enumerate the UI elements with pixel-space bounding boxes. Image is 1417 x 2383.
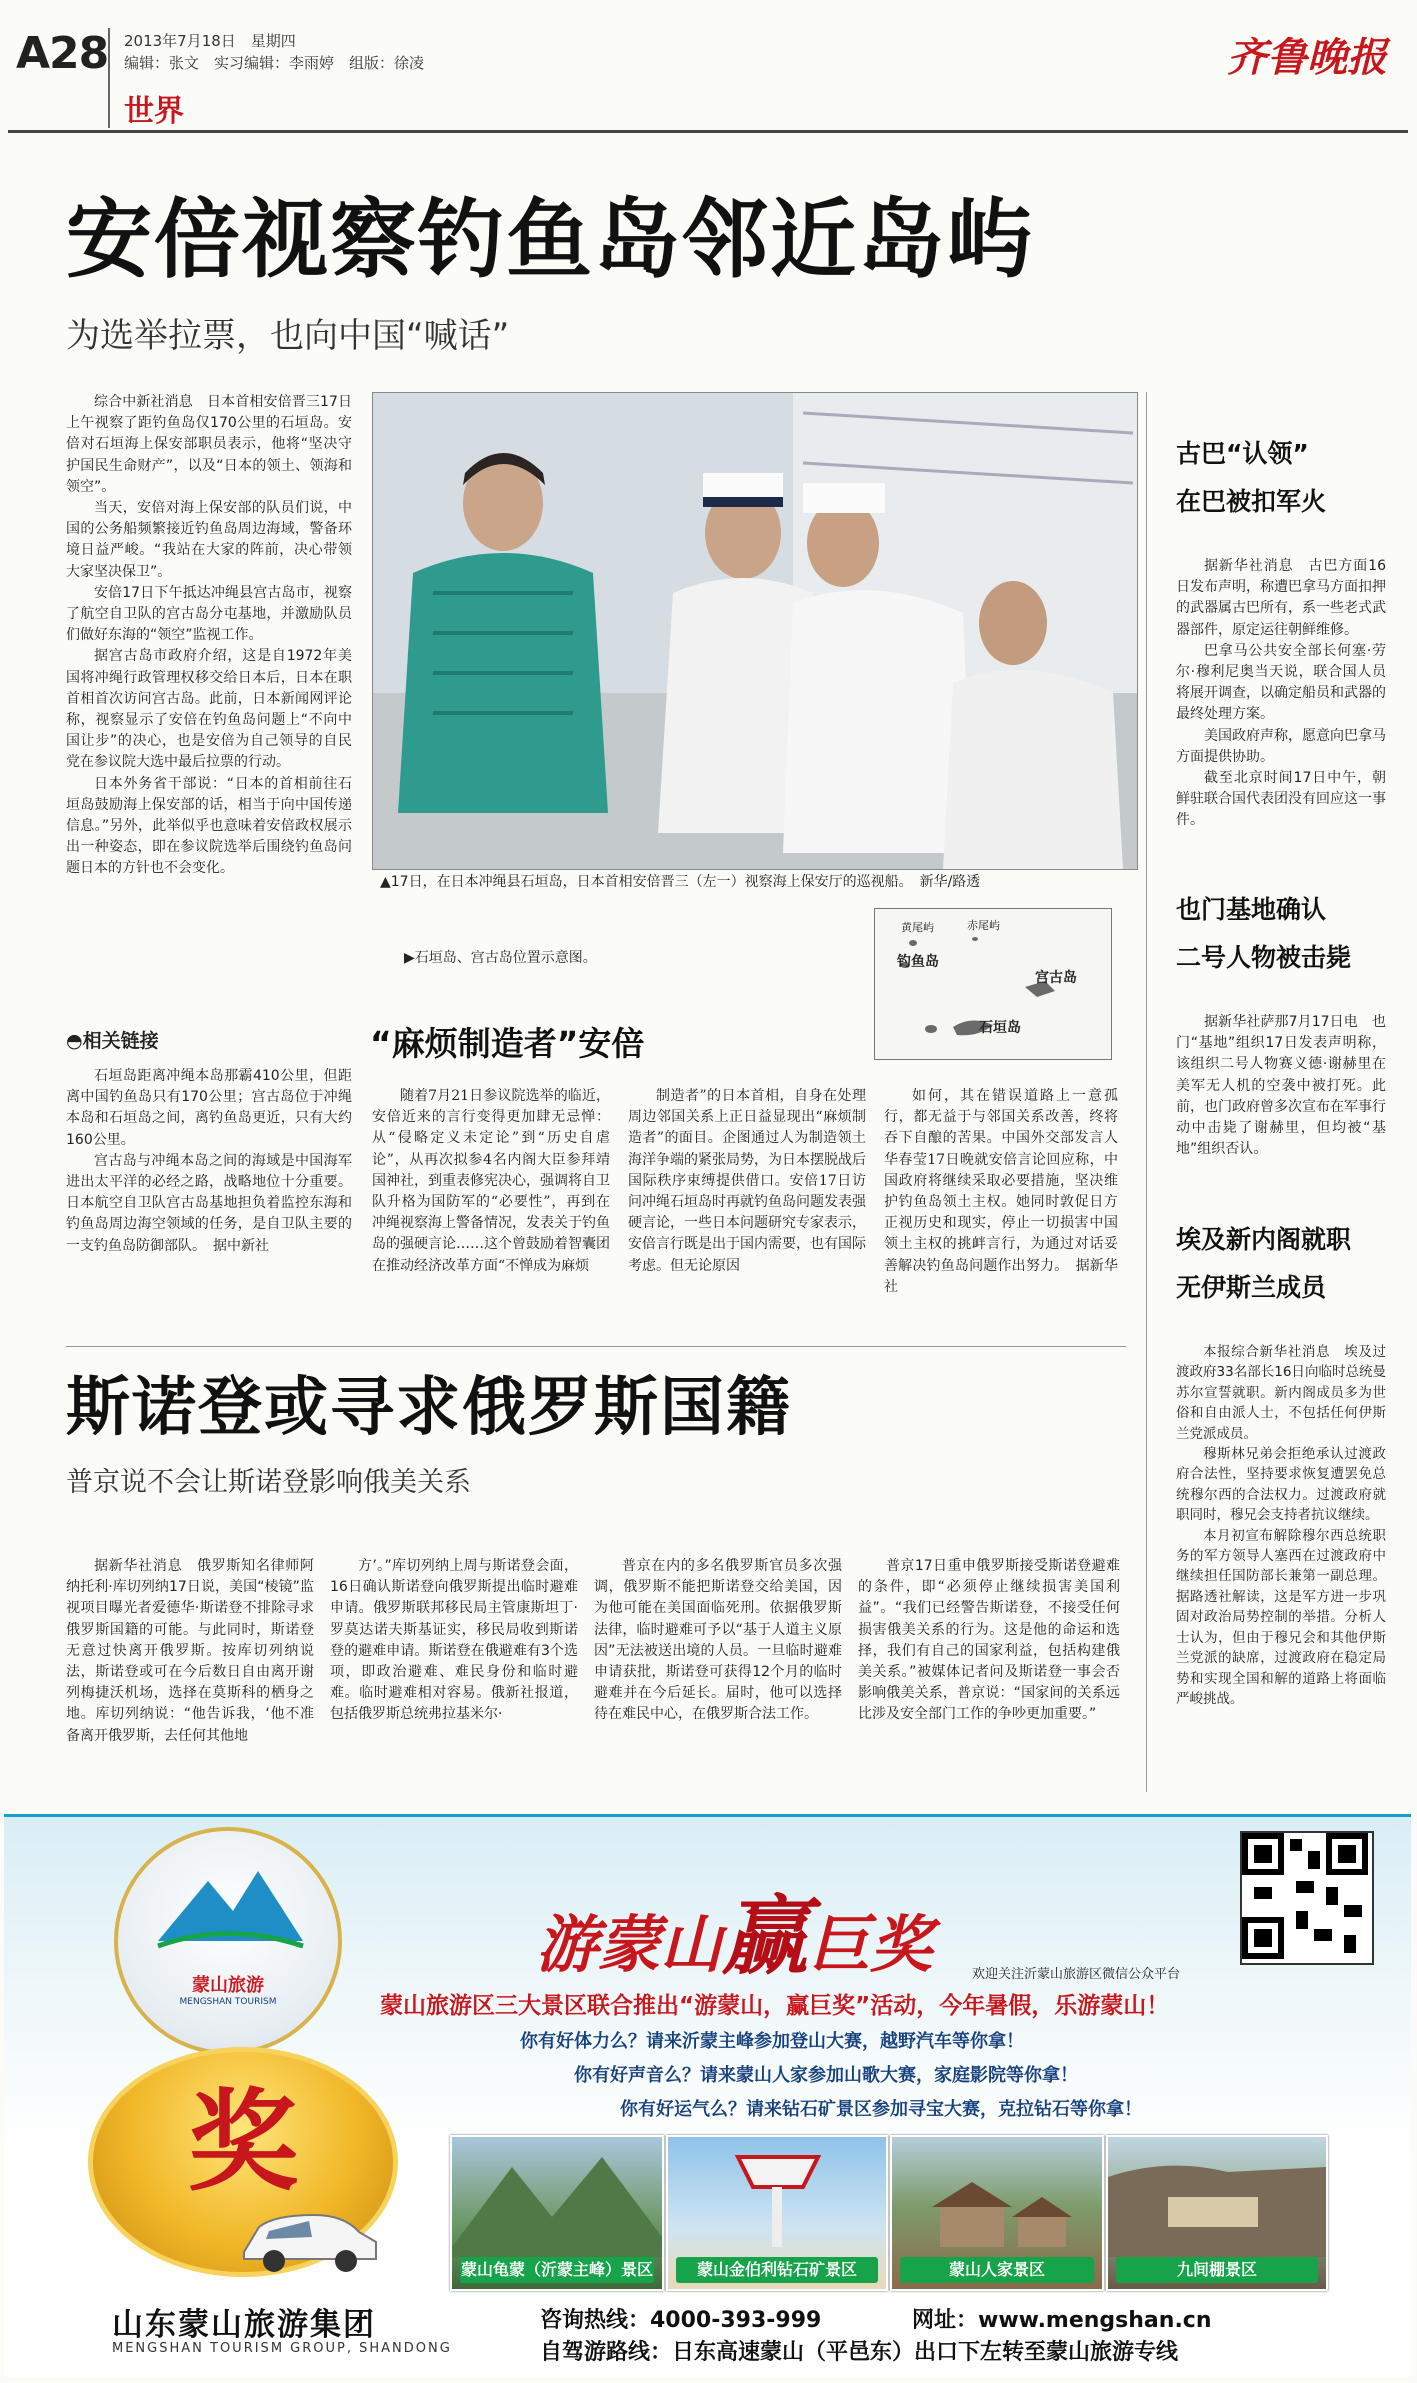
paragraph: 安倍17日下午抵达冲绳县宫古岛市，视察了航空自卫队的宫古岛分屯基地，并激励队员们做好东海的“领空”监视工作。 bbox=[66, 584, 352, 644]
ad-main-line: 蒙山旅游区三大景区联合推出“游蒙山，赢巨奖”活动，今年暑假，乐游蒙山！ bbox=[380, 1993, 1170, 2019]
map-label-huangwei: 黄尾屿 bbox=[901, 921, 934, 934]
paragraph: 宫古岛与冲绳本岛之间的海域是中国海军进出太平洋的必经之路，战略地位十分重要。日本航空自卫队宫古岛基地担负着监控东海和钓鱼岛周边海空领域的任务，是自卫队主要的一支钓鱼岛防御部队。 据中新社 bbox=[66, 1152, 352, 1254]
brand-small-name: 蒙山旅游 bbox=[192, 1975, 264, 1996]
sidebar-story2-text bbox=[1176, 1012, 1386, 1160]
box-column-3 bbox=[884, 1086, 1118, 1298]
prize-medal-char: 奖 bbox=[188, 2078, 298, 2206]
ad-group-name: 山东蒙山旅游集团 bbox=[112, 2307, 376, 2343]
paragraph: 方’。”库切列纳上周与斯诺登会面，16日确认斯诺登向俄罗斯提出临时避难申请。俄罗斯联邦移民局主管康斯坦丁·罗莫达诺夫斯基证实，移民局收到斯诺登的避难申请。斯诺登在俄避难有3个选项，即政治避难、难民身份和临时避难。临时避难相对容易。俄新社报道，包括俄罗斯总统弗拉基米尔· bbox=[330, 1558, 578, 1723]
scene-3-house-icon bbox=[892, 2137, 1102, 2257]
editors-line: 编辑：张文 实习编辑：李雨婷 组版：徐凌 bbox=[124, 54, 425, 72]
paragraph: 据宫古岛市政府介绍，这是自1972年美国将冲绳行政管理权移交给日本后，日本在职首相首次访问宫古岛。此前，日本新闻网评论称，视察显示了安倍在钓鱼岛问题上“不向中国让步”的决心，也是安倍为自己领导的自民党在参议院大选中最后拉票的行动。 bbox=[66, 648, 352, 771]
wechat-note: 欢迎关注沂蒙山旅游区微信公众平台 bbox=[972, 1967, 1181, 1982]
paragraph: 随着7月21日参议院选举的临近，安倍近来的言行变得更加肆无忌惮：从“侵略定义未定论”到“历史自虐论”，从再次拟参4名内阁大臣参拜靖国神社，到重表修宪决心，强调将自卫队升格为国防军的“必要性”，再到在冲绳视察海上警备情况，发表关于钓鱼岛的强硬言论……这个曾鼓励着智囊团在推动经济改革方面“不惮成为麻烦 bbox=[372, 1088, 610, 1274]
box-column-1 bbox=[372, 1086, 610, 1277]
box-article-title: “麻烦制造者”安倍 bbox=[370, 1024, 645, 1063]
map-label-chiwei: 赤尾屿 bbox=[967, 919, 1000, 932]
scene-photo-2 bbox=[666, 2135, 888, 2291]
qr-code-icon bbox=[1240, 1831, 1374, 1965]
ad-headline-a: 游蒙山 bbox=[536, 1908, 723, 1981]
ad-group-en: MENGSHAN TOURISM GROUP, SHANDONG bbox=[112, 2341, 452, 2356]
sidebar-story1-title-2: 在巴被扣军火 bbox=[1176, 487, 1327, 516]
scene-photo-1 bbox=[450, 2135, 664, 2291]
date-line: 2013年7月18日 星期四 bbox=[124, 32, 296, 50]
sidebar-story1-title-1: 古巴“认领” bbox=[1176, 439, 1309, 468]
ad-headline-c: 巨奖 bbox=[808, 1908, 933, 1981]
scene-label-4: 九间棚景区 bbox=[1116, 2257, 1318, 2283]
article1-left-column bbox=[66, 392, 352, 880]
map-label-miyako: 宫古岛 bbox=[1035, 970, 1077, 986]
paragraph: 普京17日重申俄罗斯接受斯诺登避难的条件，即“必须停止继续损害美国利益”。“我们已经警告斯诺登，不接受任何损害俄美关系的行为。这是他的命运和选择，我们有自己的国家利益，包括构建俄美关系。”被媒体记者问及斯诺登一事会否影响俄美关系，普京说：“国家间的关系远比涉及安全部门工作的争吵更加重要。” bbox=[858, 1558, 1120, 1723]
paragraph: 本报综合新华社消息 埃及过渡政府33名部长16日向临时总统曼苏尔宣誓就职。新内阁成员多为世俗和自由派人士，不包括任何伊斯兰党派成员。 bbox=[1176, 1344, 1386, 1442]
box-column-2 bbox=[628, 1086, 866, 1277]
sidebar-story3-title-1: 埃及新内阁就职 bbox=[1176, 1225, 1352, 1254]
scene-photo-4 bbox=[1106, 2135, 1328, 2291]
header-divider bbox=[108, 28, 110, 128]
ad-question-1: 你有好体力么？请来沂蒙主峰参加登山大赛，越野汽车等你拿！ bbox=[520, 2031, 1024, 2052]
car-icon bbox=[234, 2197, 384, 2277]
sidebar-story2-title-1: 也门基地确认 bbox=[1176, 895, 1327, 924]
paragraph: 如何，其在错误道路上一意孤行，都无益于与邻国关系改善，终将吞下自酿的苦果。中国外交部发言人华春莹17日晚就安倍言论回应称，中国政府将继续采取必要措施，坚决维护钓鱼岛领土主权。她同时敦促日方正视历史和现实，停止一切损害中国领土主权的挑衅言行，为通过对话妥善解决钓鱼岛问题作出努力。 据新华社 bbox=[884, 1088, 1118, 1295]
mengshan-advertisement bbox=[4, 1814, 1411, 2377]
islands-map bbox=[874, 908, 1112, 1060]
qr-pattern bbox=[1242, 1833, 1368, 1959]
map-label-diaoyu: 钓鱼岛 bbox=[897, 954, 939, 970]
sidebar-story3-text bbox=[1176, 1342, 1386, 1709]
header-rule bbox=[8, 130, 1408, 133]
ad-headline bbox=[536, 1867, 932, 1991]
paragraph: 据新华社消息 俄罗斯知名律师阿纳托利·库切列纳17日说，美国“棱镜”监视项目曝光者爱德华·斯诺登不排除寻求俄罗斯国籍的可能。与此同时，斯诺登无意过快离开俄罗斯。按库切列纳说法，斯诺登或可在今后数日自由离开谢列梅捷沃机场，选择在莫斯科的栖身之地。库切列纳说：“他告诉我，‘他不准备离开俄罗斯，去任何其他地 bbox=[66, 1558, 314, 1744]
related-links-heading bbox=[66, 1026, 159, 1053]
article2-rule bbox=[66, 1346, 1126, 1347]
article2-column-3 bbox=[594, 1556, 842, 1726]
paragraph: 美国政府声称，愿意向巴拿马方面提供协助。 bbox=[1176, 727, 1386, 765]
related-links-column bbox=[66, 1066, 352, 1257]
scene-photo-3 bbox=[890, 2135, 1104, 2291]
scene-label-1: 蒙山龟蒙（沂蒙主峰）景区 bbox=[460, 2257, 654, 2283]
article2-subtitle: 普京说不会让斯诺登影响俄美关系 bbox=[66, 1467, 471, 1498]
sidebar-story3-title-2: 无伊斯兰成员 bbox=[1176, 1273, 1327, 1302]
ad-question-2: 你有好声音么？请来蒙山人家参加山歌大赛，家庭影院等你拿！ bbox=[574, 2065, 1078, 2086]
paragraph: 据新华社消息 古巴方面16日发布声明，称遭巴拿马方面扣押的武器属古巴所有，系一些老式武器部件，原定运往朝鲜维修。 bbox=[1176, 558, 1386, 638]
paragraph: 石垣岛距离冲绳本岛那霸410公里，但距离中国钓鱼岛只有170公里；宫古岛位于冲绳本岛和石垣岛之间，离钓鱼岛更近，只有大约160公里。 bbox=[66, 1068, 352, 1148]
scene-label-3: 蒙山人家景区 bbox=[900, 2257, 1094, 2283]
article2-column-4 bbox=[858, 1556, 1120, 1726]
paragraph: 普京在内的多名俄罗斯官员多次强调，俄罗斯不能把斯诺登交给美国，因为他可能在美国面临死刑。依据俄罗斯法律，临时避难可予以“基于人道主义原因”无法被送出境的人员。一旦临时避难申请获批，斯诺登可获得12个月的临时避难并在今后延长。届时，他可以选择待在难民中心，在俄罗斯合法工作。 bbox=[594, 1558, 842, 1723]
scene-label-2: 蒙山金伯利钻石矿景区 bbox=[676, 2257, 878, 2283]
map-caption: ▶石垣岛、宫古岛位置示意图。 bbox=[404, 950, 597, 966]
brand-medallion bbox=[114, 1827, 342, 2055]
ad-question-3: 你有好运气么？请来钻石矿景区参加寻宝大赛，克拉钻石等你拿！ bbox=[620, 2099, 1142, 2120]
article2-title: 斯诺登或寻求俄罗斯国籍 bbox=[66, 1371, 792, 1445]
article1-title: 安倍视察钓鱼岛邻近岛屿 bbox=[66, 190, 1034, 290]
map-label-ishigaki: 石垣岛 bbox=[979, 1020, 1021, 1036]
ad-website: 网址：www.mengshan.cn bbox=[912, 2308, 1212, 2333]
article2-column-1 bbox=[66, 1556, 314, 1747]
paragraph: 当天，安倍对海上保安部的队员们说，中国的公务船频繁接近钓鱼岛周边海域，警备环境日益严峻。“我站在大家的阵前，决心带领大家坚决保卫”。 bbox=[66, 500, 352, 580]
ad-hotline: 咨询热线：4000-393-999 bbox=[540, 2308, 822, 2333]
scene-4-cliff-icon bbox=[1108, 2137, 1326, 2257]
ad-headline-b: 赢 bbox=[722, 1887, 809, 1987]
mountain-logo-icon bbox=[118, 1851, 338, 1971]
photo-caption: ▲17日，在日本冲绳县石垣岛，日本首相安倍晋三（左一）视察海上保安厅的巡视船。 新华/路透 bbox=[380, 874, 981, 890]
newspaper-logo: 齐鲁晚报 bbox=[1227, 34, 1387, 81]
related-links-icon: ◓ bbox=[66, 1030, 83, 1052]
sidebar-divider bbox=[1146, 392, 1147, 1792]
paragraph: 本月初宣布解除穆尔西总统职务的军方领导人塞西在过渡政府中继续担任国防部长兼第一副总理。据路透社解读，这是军方进一步巩固对政治局势控制的举措。分析人士认为，但由于穆兄会和其他伊斯兰党派的缺席，过渡政府在稳定局势和实现全国和解的道路上将面临严峻挑战。 bbox=[1176, 1527, 1386, 1707]
scene-1-mountain-icon bbox=[452, 2137, 662, 2257]
photo-illustration bbox=[373, 393, 1137, 869]
paragraph: 巴拿马公共安全部长何塞·劳尔·穆利尼奥当天说，联合国人员将展开调查，以确定船员和武器的最终处理方案。 bbox=[1176, 642, 1386, 723]
sidebar-story2-title-2: 二号人物被击毙 bbox=[1176, 943, 1352, 972]
sidebar-story1-text bbox=[1176, 556, 1386, 832]
scene-2-tower-icon bbox=[668, 2137, 886, 2257]
paragraph: 制造者”的日本首相，自身在处理周边邻国关系上正日益显现出“麻烦制造者”的面目。企图通过人为制造领土海洋争端的紧张局势，为日本摆脱战后国际秩序束缚提供借口。安倍17日访问冲绳石垣岛时再就钓鱼岛问题发表强硬言论，一些日本问题研究专家表示，安倍言行既是出于国内需要，也有国际考虑。但无论原因 bbox=[628, 1088, 866, 1274]
ad-route: 自驾游路线：日东高速蒙山（平邑东）出口下左转至蒙山旅游专线 bbox=[540, 2340, 1179, 2365]
section-label: 世界 bbox=[124, 94, 184, 129]
paragraph: 据新华社萨那7月17日电 也门“基地”组织17日发表声明称，该组织二号人物赛义德·谢赫里在美军无人机的空袭中被打死。此前，也门政府曾多次宣布在军事行动中击毙了谢赫里，但均被“基地”组织否认。 bbox=[1176, 1014, 1386, 1158]
paragraph: 穆斯林兄弟会拒绝承认过渡政府合法性，坚持要求恢复遭罢免总统穆尔西的合法权力。过渡政府就职同时，穆兄会支持者抗议继续。 bbox=[1176, 1446, 1386, 1524]
paragraph: 综合中新社消息 日本首相安倍晋三17日上午视察了距钓鱼岛仅170公里的石垣岛。安倍对石垣海上保安部职员表示，他将“坚决守护国民生命财产”，以及“日本的领土、领海和领空”。 bbox=[66, 394, 352, 495]
paragraph: 截至北京时间17日中午，朝鲜驻联合国代表团没有回应这一事件。 bbox=[1176, 770, 1386, 829]
abe-inspection-photo bbox=[372, 392, 1138, 870]
related-links-label: 相关链接 bbox=[82, 1030, 159, 1052]
page-number: A28 bbox=[16, 28, 109, 79]
brand-small-en: MENGSHAN TOURISM bbox=[179, 1997, 277, 2007]
paragraph: 日本外务省干部说：“日本的首相前往石垣岛鼓励海上保安部的话，相当于向中国传递信息。”另外，此举似乎也意味着安倍政权展示出一种姿态，即在参议院选举后围绕钓鱼岛问题日本的方针也不会变化。 bbox=[66, 775, 352, 877]
article1-subtitle: 为选举拉票，也向中国“喊话” bbox=[66, 316, 510, 356]
article2-column-2 bbox=[330, 1556, 578, 1726]
